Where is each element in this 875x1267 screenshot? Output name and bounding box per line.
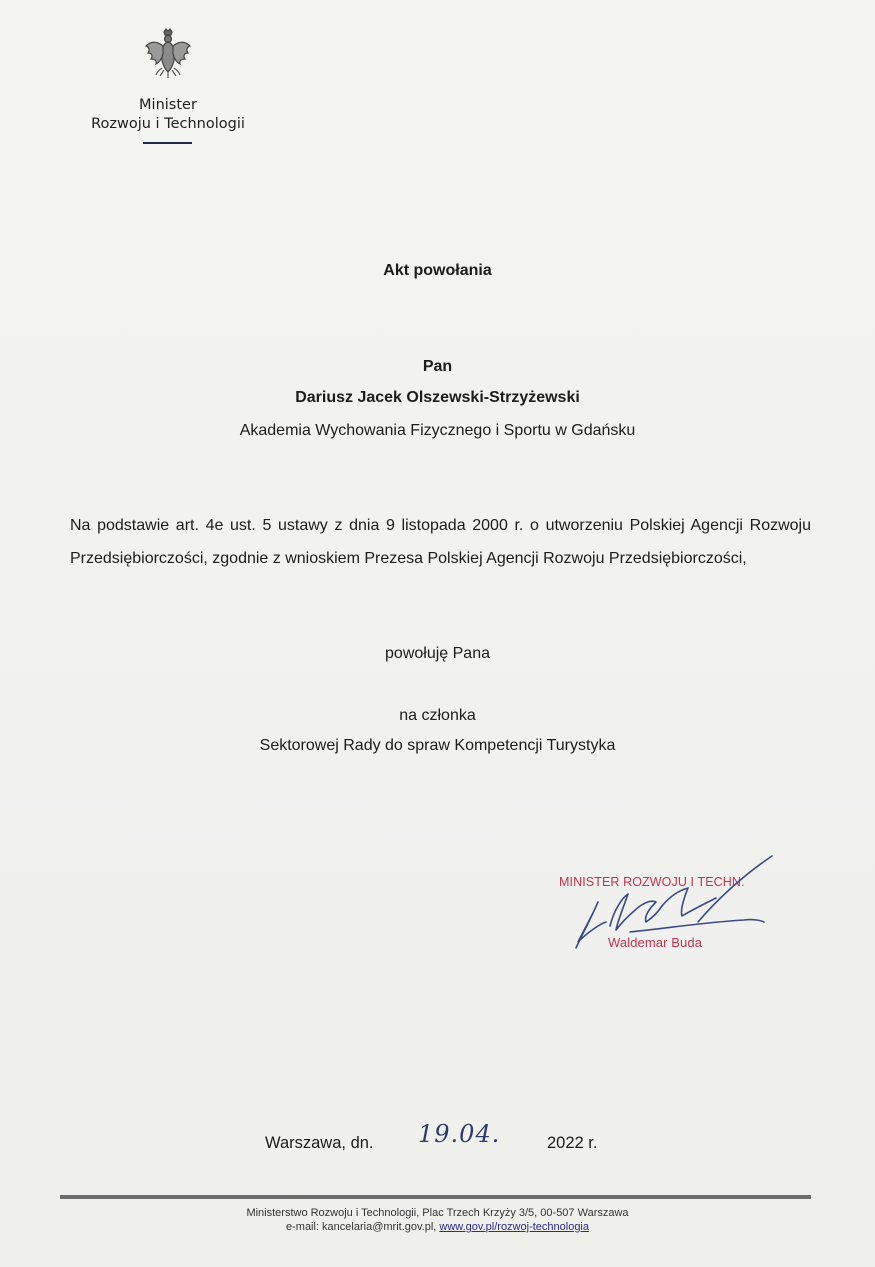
salutation: Pan <box>422 358 453 375</box>
legal-basis-paragraph: Na podstawie art. 4e ust. 5 ustawy z dnia 9 listopada 2000 r. o utworzeniu Polskiej Agencji Rozwoju Przedsiębiorczości, zgodnie z wnioskiem Prezesa Polskiej Agencji Rozwoju Przedsiębiorczości, <box>70 517 811 567</box>
footer-contact <box>0 1220 875 1234</box>
place-date-prefix: Warszawa, dn. <box>265 1134 374 1152</box>
header-divider <box>143 142 192 144</box>
stamp-name: Waldemar Buda <box>608 935 703 950</box>
footer-address: Ministerstwo Rozwoju i Technologii, Plac Trzech Krzyży 3/5, 00-507 Warszawa <box>246 1207 629 1219</box>
footer-website-link[interactable]: www.gov.pl/rozwoj-technologia <box>439 1221 589 1233</box>
appointment-line: powołuję Pana <box>385 645 490 662</box>
date-year: 2022 r. <box>547 1134 598 1152</box>
ministry-line-1: Minister <box>139 97 197 113</box>
footer <box>0 1206 875 1234</box>
stamp-title: MINISTER ROZWOJU I TECHN. <box>559 875 745 889</box>
ministry-header <box>60 96 276 134</box>
footer-email: e-mail: kancelaria@mrit.gov.pl, <box>286 1221 437 1233</box>
member-line: na członka <box>399 707 476 724</box>
footer-divider <box>60 1195 811 1199</box>
institution: Akademia Wychowania Fizycznego i Sportu w Gdańsku <box>239 422 636 439</box>
ministry-line-2: Rozwoju i Technologii <box>91 116 245 132</box>
document-title: Akt powołania <box>383 262 492 279</box>
polish-eagle-emblem-icon <box>144 28 192 82</box>
handwritten-date: 19.04. <box>418 1120 501 1148</box>
handwritten-signature <box>548 850 778 955</box>
council-name: Sektorowej Rady do spraw Kompetencji Turystyka <box>259 737 616 754</box>
person-name: Dariusz Jacek Olszewski-Strzyżewski <box>295 389 580 406</box>
